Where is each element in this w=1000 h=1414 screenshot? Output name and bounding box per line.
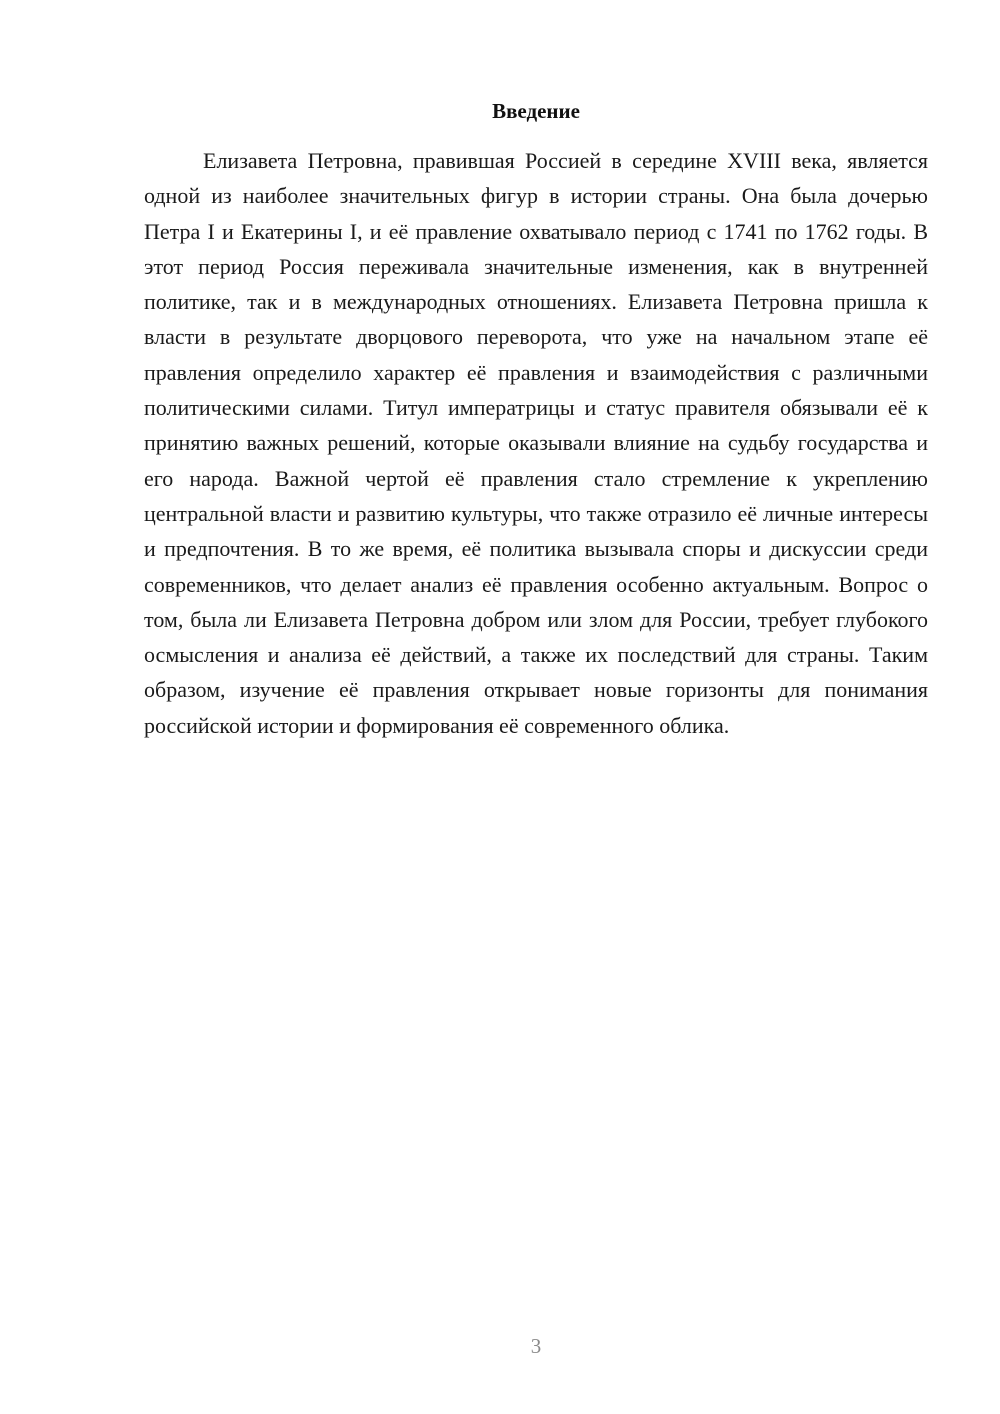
section-heading: Введение [492,99,580,123]
body-paragraph: Елизавета Петровна, правившая Россией в середине XVIII века, является одной из наиболее значительных фигур в истории страны. Она была дочерью Петра I и Екатерины I, и её правление охватывало период с 1741 по 1762 годы. В этот период Россия переживала значительные изменения, как в внутренней политике, так и в международных отношениях. Елизавета Петровна пришла к власти в результате дворцового переворота, что уже на начальном этапе её правления определило характер её правления и взаимодействия с различными политическими силами. Титул императрицы и статус правителя обязывали её к принятию важных решений, которые оказывали влияние на судьбу государства и его народа. Важной чертой её правления стало стремление к укреплению центральной власти и развитию культуры, что также отразило её личные интересы и предпочтения. В то же время, её политика вызывала споры и дискуссии среди современников, что делает анализ её правления особенно актуальным. Вопрос о том, была ли Елизавета Петровна добром или злом для России, требует глубокого осмысления и анализа её действий, а также их последствий для страны. Таким образом, изучение её правления открывает новые горизонты для понимания российской истории и формирования её современного облика. [144,148,928,738]
page-number: 3 [530,1334,542,1358]
